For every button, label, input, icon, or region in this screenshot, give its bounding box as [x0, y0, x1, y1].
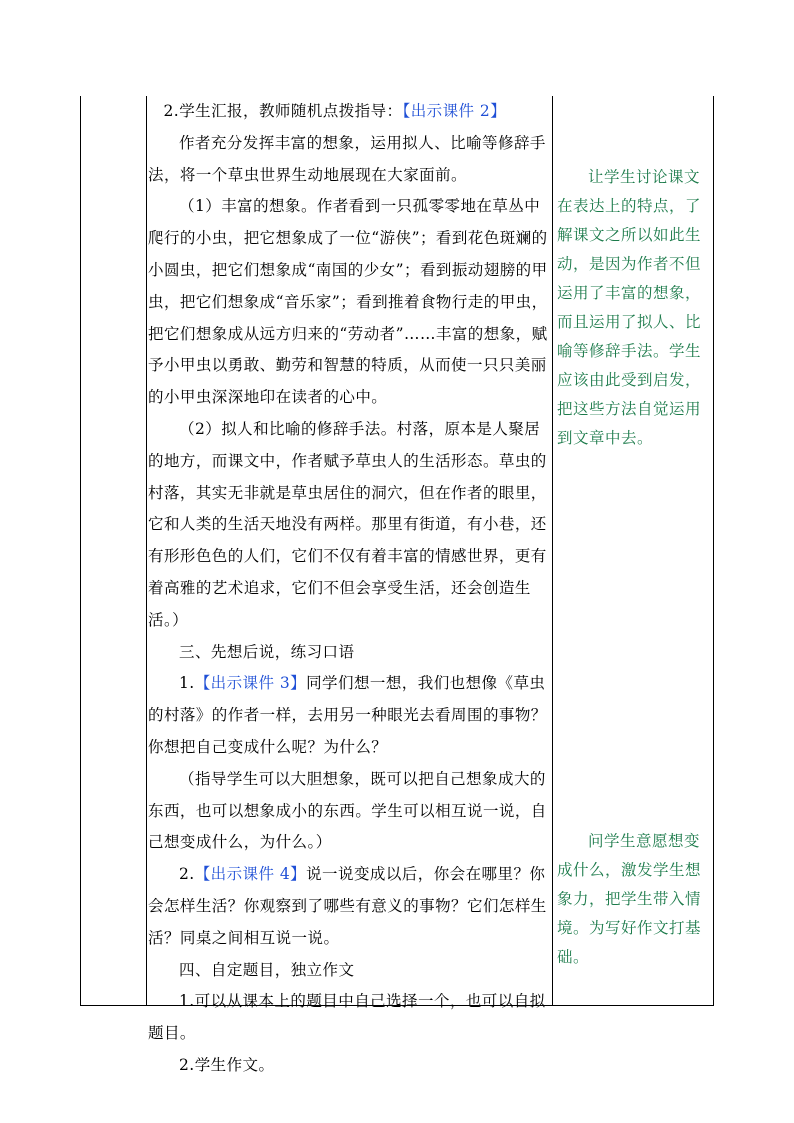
step-report — [148, 96, 552, 128]
table-border-right — [713, 96, 714, 1006]
section-heading-3: 三、先想后说，练习口语 — [179, 642, 355, 661]
design-note-1 — [557, 163, 713, 453]
step-1-text: 同学们想一想，我们也想像《草虫的村落》的作者一样，去用另一种眼光去看周围的事物？你想把自己变成什么呢？为什么？ — [148, 674, 547, 756]
step-2-paragraph — [148, 859, 552, 954]
student-writing-line: 2.学生作文。 — [179, 1055, 275, 1074]
step-1-paragraph — [148, 668, 552, 763]
design-note-2 — [557, 827, 713, 972]
teaching-process-column — [148, 96, 552, 1082]
imagination-paragraph: （1）丰富的想象。作者看到一只孤零零地在草丛中爬行的小虫，把它想象成了一位“游侠”；看到花色斑斓的小圆虫，把它们想象成“南国的少女”；看到振动翅膀的甲虫，把它们想象成“音乐家”；看到推着食物行走的甲虫，把它们想象成从远方归来的“劳动者”……丰富的想象，赋予小甲虫以勇敢、勤劳和智慧的特质，从而使一只只美丽的小甲虫深深地印在读者的心中。 — [148, 197, 548, 407]
step-1-number: 1. — [179, 674, 195, 693]
courseware-2-label: 【出示课件 2】 — [402, 102, 507, 120]
table-border-left — [80, 96, 81, 1006]
courseware-3-label: 【出示课件 3】 — [194, 674, 307, 693]
courseware-4-label: 【出示课件 4】 — [194, 865, 307, 884]
guidance-paragraph: （指导学生可以大胆想象，既可以把自己想象成大的东西，也可以想象成小的东西。学生可以相互说一说，自己想变成什么，为什么。） — [148, 769, 547, 852]
rhetoric-paragraph: （2）拟人和比喻的修辞手法。村落，原本是人聚居的地方，而课文中，作者赋予草虫人的生活形态。草虫的村落，其实无非就是草虫居住的洞穴，但在作者的眼里，它和人类的生活天地没有两样。那里有街道，有小巷，还有形形色色的人们，它们不仅有着丰富的情感世界，更有着高雅的艺术追求，它们不但会享受生活，还会创造生活。） — [148, 419, 547, 629]
step-report-text: 2.学生汇报，教师随机点拨指导： — [163, 102, 403, 120]
topic-choice-paragraph: 1.可以从课本上的题目中自己选择一个，也可以自拟题目。 — [148, 992, 546, 1043]
design-note-2-text: 问学生意愿想变成什么，激发学生想象力，把学生带入情境。为写好作文打基础。 — [557, 832, 702, 966]
design-note-1-text: 让学生讨论课文在表达上的特点，了解课文之所以如此生动，是因为作者不但运用了丰富的想象，而且运用了拟人、比喻等修辞手法。学生应该由此受到启发，把这些方法自觉运用到文章中去。 — [557, 168, 702, 447]
column-divider-1 — [146, 96, 147, 1006]
column-divider-2 — [552, 96, 553, 1006]
summary-paragraph: 作者充分发挥丰富的想象，运用拟人、比喻等修辞手法，将一个草虫世界生动地展现在大家面前。 — [148, 133, 546, 184]
step-2-text: 说一说变成以后，你会在哪里？你会怎样生活？你观察到了哪些有意义的事物？它们怎样生活？同桌之间相互说一说。 — [148, 865, 547, 947]
section-heading-4: 四、自定题目，独立作文 — [179, 960, 355, 979]
step-2-number: 2. — [179, 865, 195, 884]
